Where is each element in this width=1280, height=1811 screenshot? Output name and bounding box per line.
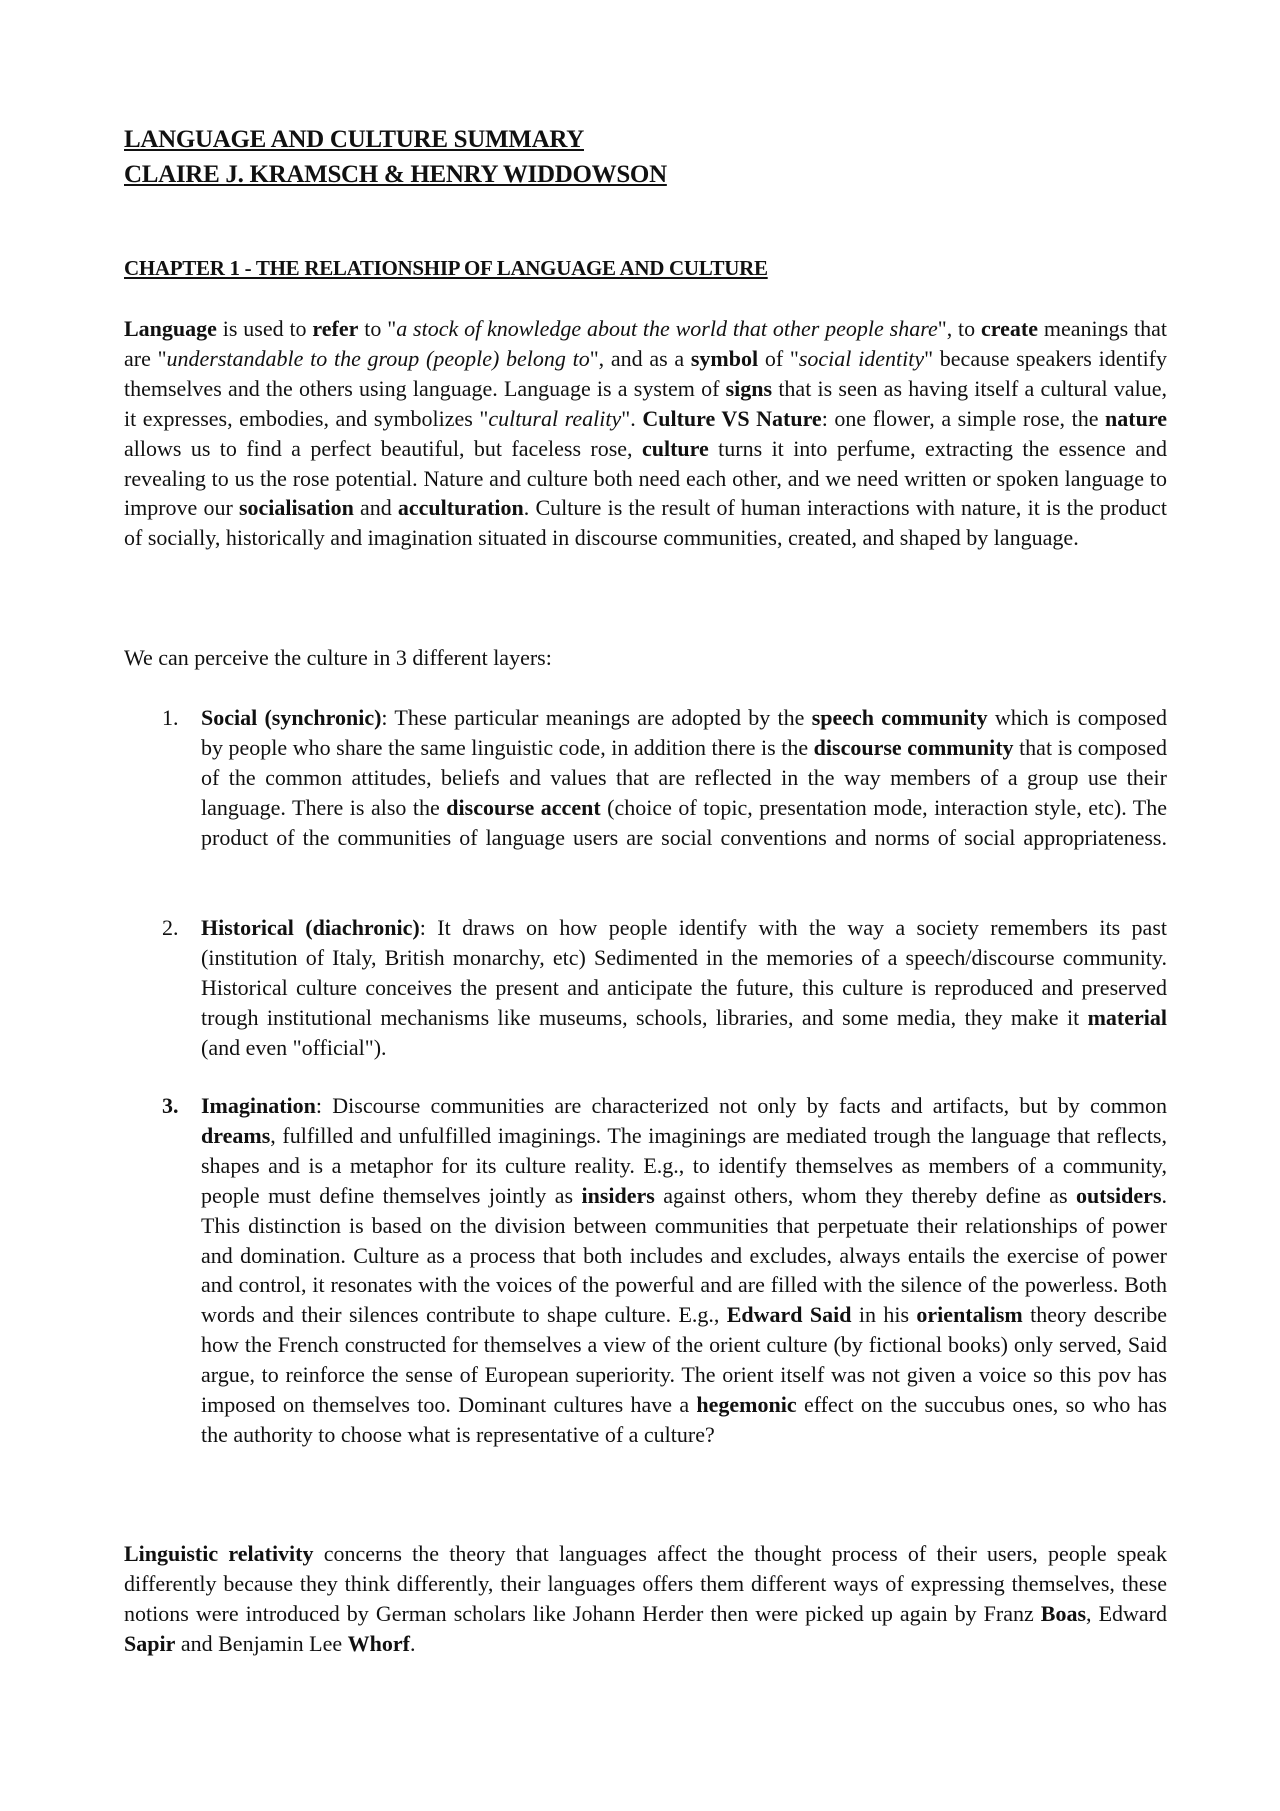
- text-run: " because speakers identify themselves and the others using language. Language is a system of: [124, 345, 1168, 401]
- bold-term: discourse accent: [446, 794, 601, 820]
- bold-term: Edward Said: [726, 1302, 852, 1328]
- bold-term: culture: [641, 435, 709, 461]
- text-run: turns it into perfume, extracting the essence and revealing to us the rose potential. Nature and culture both need each other, and we need written or spoken language to improve our: [124, 435, 1167, 521]
- text-run: (and even "official").: [201, 1034, 387, 1060]
- text-run: that is seen as having itself a cultural value, it expresses, embodies, and symbolizes ": [124, 375, 1168, 431]
- bold-term: outsiders: [1075, 1182, 1162, 1208]
- text-run: which is composed by people who share the same linguistic code, in addition there is the: [201, 705, 1168, 760]
- intro-paragraph: [124, 314, 1167, 553]
- text-run: .: [409, 1630, 416, 1656]
- linguistic-relativity-paragraph: [124, 1539, 1167, 1659]
- title-line-1: LANGUAGE AND CULTURE SUMMARY: [124, 126, 584, 153]
- bold-term: refer: [312, 316, 359, 341]
- bold-term: discourse community: [813, 734, 1014, 760]
- text-run: that is composed of the common attitudes, beliefs and values that are reflected in the way members of a group use their language. There is also the: [201, 734, 1168, 820]
- text-run: , Edward: [1086, 1600, 1168, 1626]
- bold-term: Culture VS Nature: [642, 405, 822, 431]
- document-title: [124, 122, 1167, 192]
- bold-term: signs: [725, 375, 773, 401]
- italic-quote: understandable to the group (people) belong to: [166, 345, 590, 371]
- text-run: , fulfilled and unfulfilled imaginings. The imaginings are mediated trough the language that reflects, shapes and is a metaphor for its culture reality. E.g., to identify themselves as members of a community, people must define themselves jointly as: [201, 1122, 1167, 1208]
- list-number: 2.: [162, 915, 179, 940]
- bold-term: Sapir: [124, 1630, 176, 1656]
- text-run: meanings that are ": [124, 316, 1167, 371]
- chapter-heading: CHAPTER 1 - THE RELATIONSHIP OF LANGUAGE AND CULTURE: [124, 256, 768, 280]
- list-number: 1.: [162, 705, 179, 730]
- text-run: : Discourse communities are characterized not only by facts and artifacts, but by common: [315, 1093, 1167, 1118]
- text-run: . This distinction is based on the division between communities that perpetuate their relationships of power and domination. Culture as a process that both includes and excludes, always entails the exercise of power and control, it resonates with the voices of the powerful and are filled with the silence of the powerless. Both words and their silences contribute to shape culture. E.g.,: [201, 1182, 1167, 1328]
- italic-quote: a stock of knowledge about the world that other people share: [396, 316, 938, 341]
- text-run: and: [353, 495, 398, 521]
- bold-term: orientalism: [916, 1302, 1023, 1328]
- text-run: in his: [851, 1302, 917, 1328]
- bold-term: Historical (diachronic): [201, 915, 420, 940]
- text-run: : These particular meanings are adopted by the: [381, 705, 812, 730]
- italic-quote: social identity: [798, 345, 925, 371]
- text-run: ", to: [937, 316, 981, 341]
- layers-intro: We can perceive the culture in 3 different layers:: [124, 645, 552, 670]
- text-run: is used to: [216, 316, 313, 341]
- bold-term: acculturation: [397, 495, 524, 521]
- text-run: concerns the theory that languages affect the thought process of their users, people speak differently because they think differently, their languages offers them different ways of expressing themselves, these notions were introduced by German scholars like Johann Herder then were picked up again by Franz: [124, 1541, 1167, 1626]
- bold-term: Imagination: [201, 1093, 316, 1118]
- text-run: ".: [621, 405, 643, 431]
- bold-term: Whorf: [347, 1630, 410, 1656]
- text-run: to ": [358, 316, 397, 341]
- list-item-text: [201, 1091, 1167, 1450]
- bold-term: Boas: [1040, 1600, 1087, 1626]
- text-run: theory describe how the French constructed for themselves a view of the orient culture (by fictional books) only served, Said argue, to reinforce the sense of European superiority. The orient itself was not given a voice so this pov has imposed on themselves too. Dominant cultures have a: [201, 1302, 1167, 1418]
- bold-term: speech community: [811, 705, 988, 730]
- text-run: of ": [758, 345, 799, 371]
- bold-term: symbol: [690, 345, 759, 371]
- text-run: and Benjamin Lee: [175, 1630, 348, 1656]
- text-run: . Culture is the result of human interactions with nature, it is the product of socially, historically and imagination situated in discourse communities, created, and shaped by language.: [124, 495, 1167, 551]
- bold-term: hegemonic: [696, 1392, 797, 1418]
- text-run: ", and as a: [589, 345, 691, 371]
- bold-term: nature: [1105, 405, 1167, 431]
- list-item-text: [201, 703, 1167, 853]
- italic-quote: cultural reality: [488, 405, 622, 431]
- list-number: 3.: [162, 1093, 179, 1118]
- text-run: against others, whom they thereby define as: [654, 1182, 1076, 1208]
- bold-term: material: [1087, 1004, 1167, 1030]
- title-line-2: CLAIRE J. KRAMSCH & HENRY WIDDOWSON: [124, 161, 667, 188]
- bold-term: insiders: [581, 1182, 655, 1208]
- text-run: : one flower, a simple rose, the: [821, 405, 1106, 431]
- bold-term: Linguistic relativity: [124, 1541, 314, 1566]
- list-item-text: [201, 913, 1167, 1063]
- text-run: effect on the succubus ones, so who has the authority to choose what is representative of a culture?: [201, 1392, 1167, 1447]
- bold-term: socialisation: [238, 495, 354, 521]
- text-run: allows us to find a perfect beautiful, but faceless rose,: [124, 435, 642, 461]
- bold-term: Social (synchronic): [201, 705, 382, 730]
- text-run: : It draws on how people identify with the way a society remembers its past (institution of Italy, British monarchy, etc) Sedimented in the memories of a speech/discourse community. Historical culture conceives the present and anticipate the future, this culture is reproduced and preserved trough institutional mechanisms like museums, schools, libraries, and some media, they make it: [201, 915, 1167, 1030]
- text-run: (choice of topic, presentation mode, interaction style, etc). The product of the communities of language users are social conventions and norms of social appropriateness.: [201, 794, 1167, 850]
- bold-term: Language: [124, 316, 217, 341]
- bold-term: create: [981, 316, 1038, 341]
- bold-term: dreams: [201, 1122, 271, 1148]
